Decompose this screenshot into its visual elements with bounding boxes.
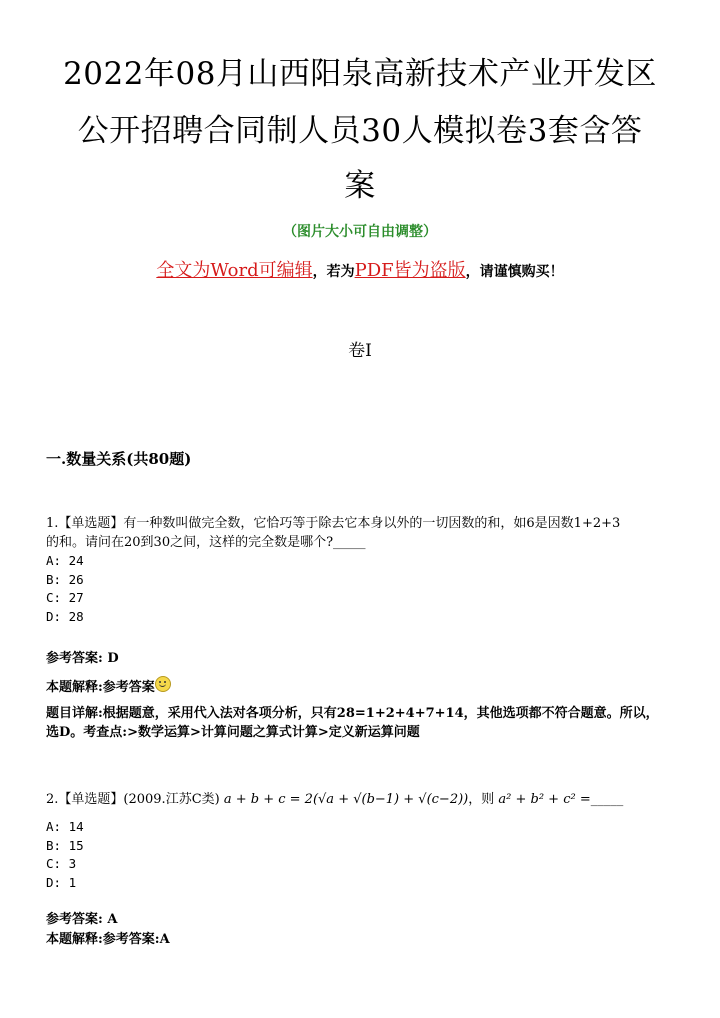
section-heading: 一.数量关系(共80题)	[46, 450, 192, 468]
option-d: D: 1	[46, 874, 77, 890]
copyright-warning	[0, 256, 720, 282]
question-1-stem-line1: 1.【单选题】有一种数叫做完全数，它恰巧等于除去它本身以外的一切因数的和，如6是因数1+2+3	[46, 516, 621, 531]
warn-end: ，请谨慎购买！	[465, 264, 564, 280]
question-2-answer: 参考答案: A	[46, 912, 118, 927]
doc-title-line3: 案	[344, 168, 376, 204]
word-editable-text: 全文为Word可编辑	[156, 260, 313, 281]
explain-label: 本题解释:参考答案	[46, 680, 155, 695]
option-b: B: 15	[46, 837, 84, 853]
formula-right: a² + b² + c²	[498, 792, 576, 807]
question-2-mid: ，则	[468, 792, 495, 807]
smiley-icon	[155, 676, 171, 692]
doc-title-line2: 公开招聘合同制人员30人模拟卷3套含答	[77, 113, 643, 149]
option-c: C: 27	[46, 590, 84, 605]
option-b: B: 26	[46, 571, 84, 587]
pdf-pirated-text: PDF皆为盗版	[354, 260, 466, 281]
question-1	[46, 514, 682, 626]
option-a: A: 14	[46, 819, 84, 834]
option-a: A: 24	[46, 553, 84, 568]
question-1-stem-line2: 的和。请问在20到30之间，这样的完全数是哪个?_____	[46, 535, 366, 550]
warn-mid: ，若为	[312, 264, 355, 280]
image-size-note: （图片大小可自由调整）	[283, 224, 437, 240]
question-2-end: =_____	[579, 792, 624, 807]
detail-line1: 题目详解:根据题意，采用代入法对各项分析，只有28=1+2+4+7+14，其他选项都不符合题意。所以，	[46, 706, 659, 721]
question-2-explain: 本题解释:参考答案:A	[46, 932, 170, 947]
doc-title-line1: 2022年08月山西阳泉高新技术产业开发区	[63, 56, 657, 92]
option-c: C: 3	[46, 856, 77, 871]
question-2	[46, 790, 682, 809]
question-2-prefix: 2.【单选题】(2009.江苏C类)	[46, 792, 220, 807]
formula-left: a + b + c = 2(√a + √(b−1) + √(c−2))	[223, 792, 469, 807]
question-1-explain	[46, 676, 682, 697]
question-2-stem	[46, 790, 682, 809]
volume-label: 卷I	[348, 341, 372, 361]
question-2-options	[46, 818, 682, 892]
detail-line2: 选D。考查点:>数学运算>计算问题之算式计算>定义新运算问题	[46, 725, 420, 740]
option-d: D: 28	[46, 608, 84, 624]
question-1-detail	[46, 704, 682, 742]
question-1-answer: 参考答案: D	[46, 651, 119, 666]
